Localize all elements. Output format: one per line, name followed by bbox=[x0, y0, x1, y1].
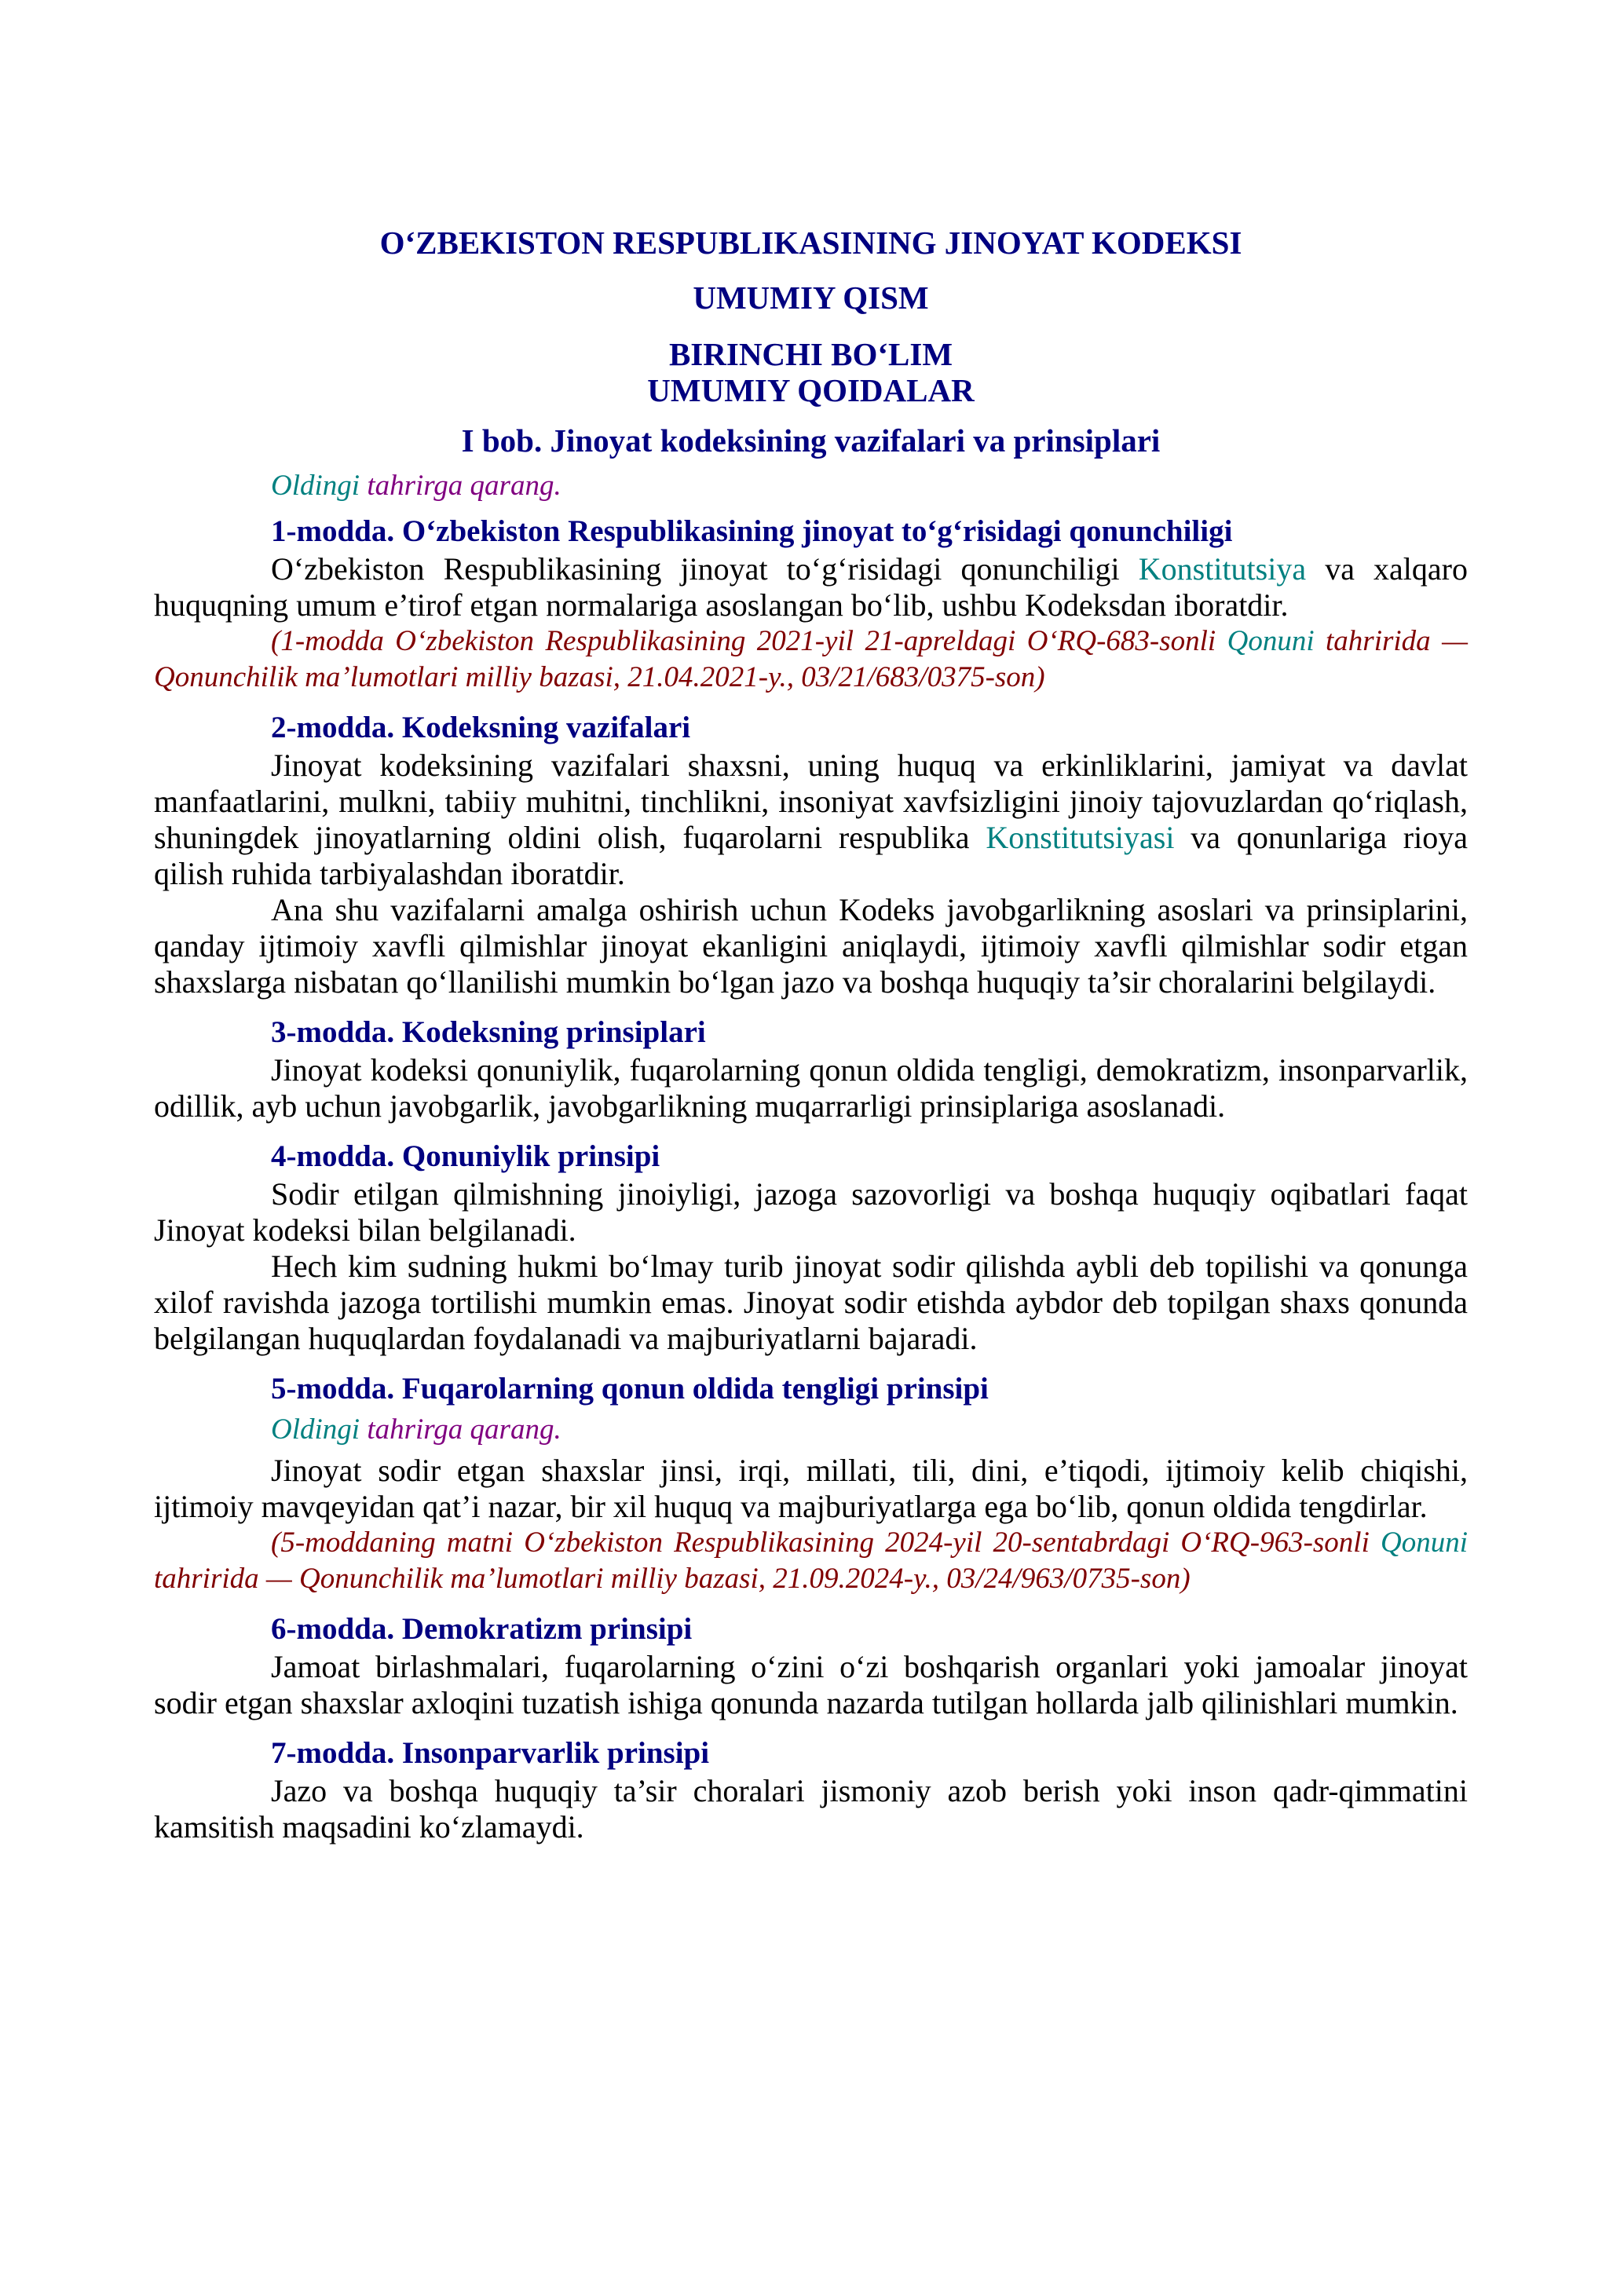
article-paragraph: Ana shu vazifalarni amalga oshirish uchun Kodeks javobgarlikning asoslari va prinsiplarini, qanday ijtimoiy xavfli qilmishlar jinoyat ekanligini aniqlaydi, ijtimoiy xavfli qilmishlar sodir etgan shaxslarga nisbatan qo‘llanilishi mumkin bo‘lgan jazo va boshqa huquqiy ta’sir choralarini belgilaydi. bbox=[154, 892, 1468, 1000]
document-title: O‘ZBEKISTON RESPUBLIKASINING JINOYAT KODEKSI bbox=[379, 225, 1242, 261]
article-title: 7-modda. Insonparvarlik prinsipi bbox=[271, 1736, 710, 1770]
article-1 bbox=[154, 514, 1468, 696]
constitution-link[interactable]: Konstitutsiyasi bbox=[986, 820, 1175, 855]
article-6 bbox=[154, 1611, 1468, 1721]
article-3 bbox=[154, 1015, 1468, 1124]
amendment-note bbox=[154, 1525, 1468, 1597]
previous-link-word[interactable]: Oldingi bbox=[271, 470, 360, 502]
part-heading: UMUMIY QISM bbox=[693, 280, 929, 316]
article-paragraph bbox=[154, 551, 1468, 623]
article-5 bbox=[154, 1371, 1468, 1597]
note-text: (1-modda O‘zbekiston Respublikasining 2021-yil 21-apreldagi O‘RQ-683-sonli bbox=[271, 625, 1227, 657]
article-paragraph: Jinoyat sodir etgan shaxslar jinsi, irqi, millati, tili, dini, e’tiqodi, ijtimoiy kelib chiqishi, ijtimoiy mavqeyidan qat’i nazar, bir xil huquq va majburiyatlarga ega bo‘lib, qonun oldida tengdirlar. bbox=[154, 1453, 1468, 1524]
article-title: 6-modda. Demokratizm prinsipi bbox=[271, 1612, 693, 1646]
article-4 bbox=[154, 1139, 1468, 1357]
constitution-link[interactable]: Konstitutsiya bbox=[1138, 551, 1307, 587]
article-title: 1-modda. O‘zbekiston Respublikasining jinoyat to‘g‘risidagi qonunchiligi bbox=[271, 514, 1233, 548]
note-text: (5-moddaning matni O‘zbekiston Respublikasining 2024-yil 20-sentabrdagi O‘RQ-963-sonli bbox=[271, 1526, 1381, 1559]
article-title: 5-modda. Fuqarolarning qonun oldida tengligi prinsipi bbox=[271, 1372, 989, 1406]
article-title: 4-modda. Qonuniylik prinsipi bbox=[271, 1139, 660, 1173]
paragraph-text: va qonunlariga rioya qilish ruhida tarbiyalashdan iboratdir. bbox=[154, 820, 1468, 891]
chapter-previous-edition-link[interactable] bbox=[154, 468, 1468, 504]
law-link[interactable]: Qonuni bbox=[1381, 1526, 1468, 1559]
article-title: 3-modda. Kodeksning prinsiplari bbox=[271, 1015, 706, 1049]
article-paragraph: Jinoyat kodeksi qonuniylik, fuqarolarning qonun oldida tengligi, demokratizm, insonparvarlik, odillik, ayb uchun javobgarlik, javobgarlikning muqarrarligi prinsiplariga asoslanadi. bbox=[154, 1052, 1468, 1124]
previous-link-rest[interactable]: tahrirga qarang. bbox=[360, 1413, 561, 1446]
paragraph-text: Jinoyat kodeksining vazifalari shaxsni, uning huquq va erkinliklarini, jamiyat va davlat manfaatlarini, mulkni, tabiiy muhitni, tinchlikni, insoniyat xavfsizligini jinoiy tajovuzlardan qo‘riqlash, shuningdek jinoyatlarning oldini olish, fuqarolarni respublika bbox=[154, 748, 1468, 855]
chapter-heading: I bob. Jinoyat kodeksining vazifalari va prinsiplari bbox=[461, 422, 1161, 459]
section-number: BIRINCHI BO‘LIM bbox=[668, 336, 953, 372]
article-previous-edition-link[interactable] bbox=[154, 1412, 1468, 1448]
note-text: tahririda — Qonunchilik ma’lumotlari milliy bazasi, 21.09.2024-y., 03/24/963/0735-son) bbox=[154, 1563, 1191, 1595]
article-paragraph: Hech kim sudning hukmi bo‘lmay turib jinoyat sodir qilishda aybli deb topilishi va qonunga xilof ravishda jazoga tortilishi mumkin emas. Jinoyat sodir etishda aybdor deb topilgan shaxs qonunda belgilangan huquqlardan foydalanadi va majburiyatlarni bajaradi. bbox=[154, 1249, 1468, 1356]
article-7 bbox=[154, 1735, 1468, 1845]
section-name: UMUMIY QOIDALAR bbox=[647, 372, 975, 408]
article-paragraph: Jamoat birlashmalari, fuqarolarning o‘zini o‘zi boshqarish organlari yoki jamoalar jinoyat sodir etgan shaxslar axloqini tuzatish ishiga qonunda nazarda tutilgan hollarda jalb qilinishlari mumkin. bbox=[154, 1649, 1468, 1720]
paragraph-text: va xalqaro huquqning umum e’tirof etgan normalariga asoslangan bo‘lib, ushbu Kodeksdan iboratdir. bbox=[154, 551, 1468, 623]
law-link[interactable]: Qonuni bbox=[1227, 625, 1315, 657]
paragraph-text: O‘zbekiston Respublikasining jinoyat to‘g‘risidagi qonunchiligi bbox=[271, 551, 1139, 587]
article-paragraph bbox=[154, 748, 1468, 892]
note-text: tahririda — Qonunchilik ma’lumotlari milliy bazasi, 21.04.2021-y., 03/21/683/0375-son) bbox=[154, 625, 1468, 693]
previous-link-word[interactable]: Oldingi bbox=[271, 1413, 360, 1446]
article-2 bbox=[154, 710, 1468, 1000]
amendment-note bbox=[154, 623, 1468, 696]
articles-flow bbox=[154, 468, 1468, 1845]
article-paragraph: Sodir etilgan qilmishning jinoiyligi, jazoga sazovorligi va boshqa huquqiy oqibatlari faqat Jinoyat kodeksi bilan belgilanadi. bbox=[154, 1176, 1468, 1248]
previous-link-rest[interactable]: tahrirga qarang. bbox=[360, 470, 561, 502]
article-paragraph: Jazo va boshqa huquqiy ta’sir choralari jismoniy azob berish yoki inson qadr-qimmatini kamsitish maqsadini ko‘zlamaydi. bbox=[154, 1773, 1468, 1844]
section-heading bbox=[154, 336, 1468, 408]
article-title: 2-modda. Kodeksning vazifalari bbox=[271, 711, 691, 744]
